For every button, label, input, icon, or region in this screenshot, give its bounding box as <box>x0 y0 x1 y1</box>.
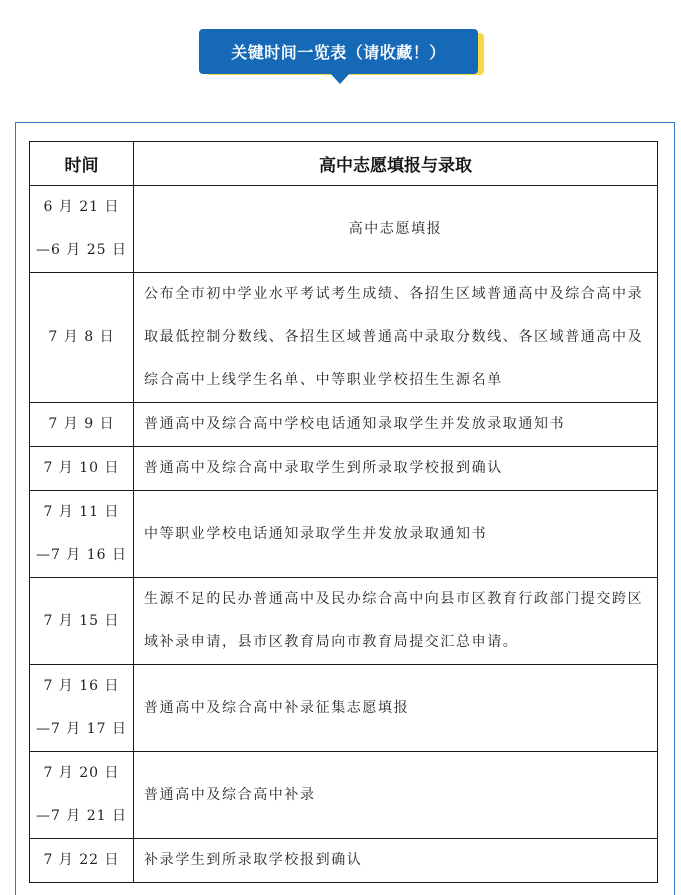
table-row <box>30 403 658 447</box>
time-cell <box>30 752 134 839</box>
time-cell <box>30 839 134 883</box>
time-line: —7 月 17 日 <box>35 721 128 737</box>
table-row <box>30 447 658 491</box>
time-line: —7 月 21 日 <box>35 808 128 824</box>
column-header-time: 时间 <box>30 142 134 186</box>
column-header-event: 高中志愿填报与录取 <box>134 142 658 186</box>
time-line: —6 月 25 日 <box>35 242 128 258</box>
time-cell <box>30 665 134 752</box>
table-row <box>30 839 658 883</box>
time-line: 7 月 15 日 <box>43 612 120 629</box>
time-cell <box>30 403 134 447</box>
time-cell <box>30 578 134 665</box>
event-cell: 普通高中及综合高中学校电话通知录取学生并发放录取通知书 <box>134 403 658 447</box>
table-row <box>30 273 658 403</box>
time-cell <box>30 186 134 273</box>
time-line: 7 月 16 日 <box>43 678 120 694</box>
event-cell: 公布全市初中学业水平考试考生成绩、各招生区域普通高中及综合高中录取最低控制分数线、各招生区域普通高中录取分数线、各区域普通高中及综合高中上线学生名单、中等职业学校招生生源名单 <box>134 273 658 403</box>
table-row <box>30 491 658 578</box>
event-cell: 中等职业学校电话通知录取学生并发放录取通知书 <box>134 491 658 578</box>
table-row <box>30 186 658 273</box>
time-line: 7 月 9 日 <box>48 416 115 432</box>
table-row <box>30 578 658 665</box>
table-row <box>30 752 658 839</box>
event-cell: 普通高中及综合高中补录 <box>134 752 658 839</box>
page-title: 关键时间一览表（请收藏！） <box>231 43 446 62</box>
event-cell: 普通高中及综合高中补录征集志愿填报 <box>134 665 658 752</box>
time-line: 6 月 21 日 <box>43 199 120 215</box>
table-body <box>30 186 658 883</box>
time-cell <box>30 447 134 491</box>
time-line: 7 月 10 日 <box>43 460 120 476</box>
table-row <box>30 665 658 752</box>
time-line: 7 月 8 日 <box>48 329 115 345</box>
time-line: 7 月 22 日 <box>43 852 120 868</box>
schedule-table <box>29 141 658 883</box>
event-cell: 普通高中及综合高中录取学生到所录取学校报到确认 <box>134 447 658 491</box>
time-cell <box>30 491 134 578</box>
time-line: 7 月 11 日 <box>43 504 120 520</box>
time-line: 7 月 20 日 <box>43 765 120 781</box>
time-line: —7 月 16 日 <box>35 547 128 563</box>
page-title-banner <box>199 29 478 74</box>
event-cell: 生源不足的民办普通高中及民办综合高中向县市区教育行政部门提交跨区域补录申请，县市区教育局向市教育局提交汇总申请。 <box>134 578 658 665</box>
banner-pointer <box>330 73 350 84</box>
table-header-row <box>30 142 658 186</box>
event-cell: 补录学生到所录取学校报到确认 <box>134 839 658 883</box>
time-cell <box>30 273 134 403</box>
event-cell: 高中志愿填报 <box>134 186 658 273</box>
